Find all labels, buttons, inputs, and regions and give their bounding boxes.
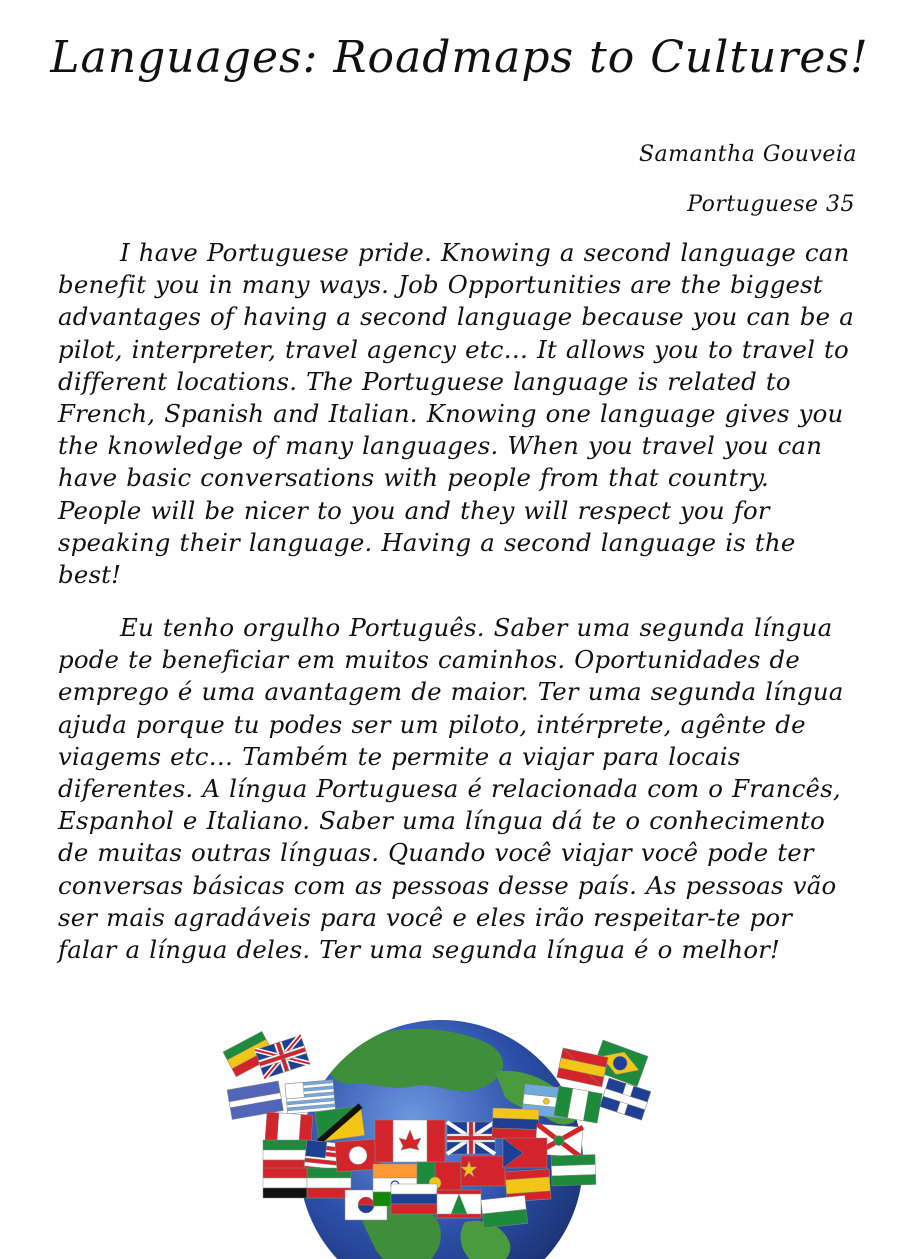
paragraph-english: I have Portuguese pride. Knowing a second language can benefit you in many ways. Job Opportunities are the biggest advantages of having a second language because you can be a pilot, interpreter, travel agency etc… It allows you to travel to different locations. The Portuguese language is related to French, Spanish and Italian. Knowing one language gives you the knowledge of many languages. When you travel you can have basic conversations with people from that country. People will be nicer to you and they will respect you for speaking their language. Having a second language is the best! — [58, 238, 854, 590]
course-name: Portuguese 35 — [687, 192, 855, 217]
globe-illustration — [215, 1012, 665, 1259]
author-name: Samantha Gouveia — [638, 142, 857, 167]
document-title: Languages: Roadmaps to Cultures! — [50, 32, 869, 83]
paragraph-portuguese: Eu tenho orgulho Português. Saber uma segunda língua pode te beneficiar em muitos caminhos. Oportunidades de emprego é uma avantagem de maior. Ter uma segunda língua ajuda porque tu podes ser um piloto, intérprete, agênte de viagems etc… Também te permite a viajar para locais diferentes. A língua Portuguesa é relacionada com o Francês, Espanhol e Italiano. Saber uma língua dá te o conhecimento de muitas outras línguas. Quando você viajar você pode ter conversas básicas com as pessoas desse país. As pessoas vão ser mais agradáveis para você e eles irão respeitar-te por falar a língua deles. Ter uma segunda língua é o melhor! — [58, 613, 844, 965]
globe-with-flags-icon — [215, 1012, 665, 1259]
